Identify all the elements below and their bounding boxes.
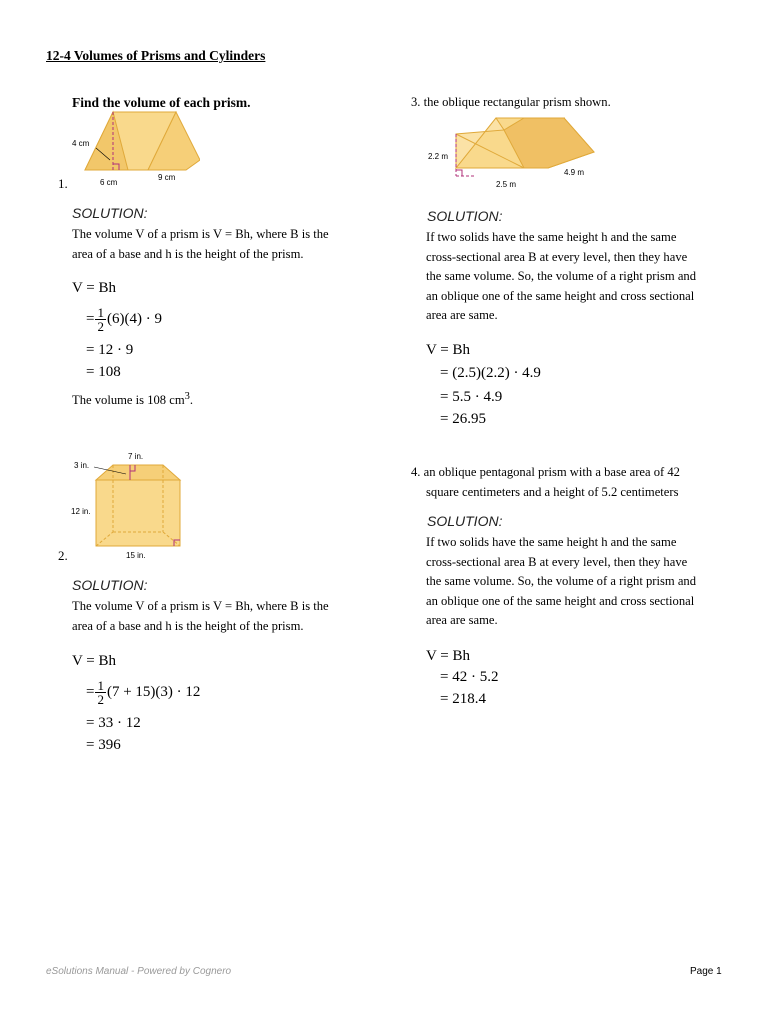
problem-4-prompt-line: square centimeters and a height of 5.2 centimeters bbox=[426, 484, 679, 499]
problem-4-text-line: area are same. bbox=[426, 613, 498, 627]
problem-3-prompt-text: the oblique rectangular prism shown. bbox=[423, 95, 611, 109]
problem-3-math bbox=[426, 342, 666, 432]
problem-2-text-line: The volume V of a prism is V = Bh, where B is the bbox=[72, 599, 329, 613]
math-line bbox=[86, 679, 200, 706]
figure3-width-label: 2.5 m bbox=[496, 180, 517, 189]
math-line: V = Bh bbox=[426, 342, 471, 358]
problem-4-solution-label: SOLUTION: bbox=[427, 513, 503, 529]
problem-1-conclusion bbox=[72, 387, 193, 411]
problem-2-text-line: area of a base and h is the height of the prism. bbox=[72, 618, 304, 633]
page-title: 12-4 Volumes of Prisms and Cylinders bbox=[46, 48, 266, 63]
math-expression: (6)(4) · 9 bbox=[106, 310, 162, 327]
fraction bbox=[95, 306, 106, 333]
problem-3-text-line: an oblique one of the same height and cross sectional bbox=[426, 288, 695, 303]
problem-4-text-line: the same volume. So, the volume of a right prism and bbox=[426, 574, 697, 588]
conclusion-sup: 3 bbox=[184, 391, 190, 402]
problem-2-solution-label: SOLUTION: bbox=[72, 577, 148, 593]
triangular-prism-figure bbox=[70, 108, 200, 188]
problem-2-math bbox=[72, 653, 322, 763]
problem-3-text-line: cross-sectional area B at every level, then they have bbox=[426, 249, 688, 264]
trapezoidal-prism-figure bbox=[68, 450, 188, 565]
figure1-length-label: 9 cm bbox=[158, 173, 176, 182]
math-line: = 26.95 bbox=[440, 411, 486, 427]
problem-4-prompt-text: an oblique pentagonal prism with a base area of 42 bbox=[423, 465, 680, 479]
figure2-length-label: 12 in. bbox=[71, 507, 91, 516]
math-line: V = Bh bbox=[72, 653, 117, 669]
page-number: Page 1 bbox=[690, 966, 722, 977]
math-line: = 218.4 bbox=[440, 691, 486, 707]
figure2-top-label: 7 in. bbox=[128, 452, 144, 461]
problem-2-text bbox=[72, 597, 329, 636]
problem-3-text-line: If two solids have the same height h and the same bbox=[426, 230, 677, 244]
math-line: = 108 bbox=[86, 364, 121, 380]
problem-4-text-line: cross-sectional area B at every level, then they have bbox=[426, 554, 688, 569]
problem-3-text bbox=[426, 228, 696, 326]
fraction-denominator: 2 bbox=[97, 319, 104, 334]
problem-4-prompt-line bbox=[411, 463, 680, 483]
problem-1-text bbox=[72, 225, 329, 264]
problem-1-number: 1. bbox=[58, 176, 68, 191]
oblique-rectangular-prism-figure bbox=[428, 112, 598, 192]
math-line: = 33 · 12 bbox=[86, 715, 141, 731]
problem-1-math bbox=[72, 280, 272, 390]
problem-3-solution-label: SOLUTION: bbox=[427, 208, 503, 224]
figure3-height-label: 2.2 m bbox=[428, 152, 449, 161]
problem-3-text-line: area are same. bbox=[426, 308, 498, 322]
figure2-base-label: 15 in. bbox=[126, 551, 146, 560]
math-line: = 5.5 · 4.9 bbox=[440, 389, 503, 405]
figure3-length-label: 4.9 m bbox=[564, 168, 585, 177]
math-line bbox=[86, 306, 162, 333]
figure2-height-label: 3 in. bbox=[74, 461, 90, 470]
math-expression: (7 + 15)(3) · 12 bbox=[106, 683, 201, 700]
math-line: V = Bh bbox=[426, 648, 471, 664]
conclusion-end: . bbox=[189, 393, 194, 408]
problem-4-math bbox=[426, 648, 666, 718]
fraction bbox=[95, 679, 106, 706]
math-equals: = bbox=[86, 683, 95, 700]
problem-1-text-line: area of a base and h is the height of the prism. bbox=[72, 246, 304, 261]
footer-credit: eSolutions Manual - Powered by Cognero bbox=[46, 966, 232, 977]
instruction: Find the volume of each prism. bbox=[72, 95, 251, 110]
fraction-numerator: 1 bbox=[97, 678, 104, 693]
math-line: = 12 · 9 bbox=[86, 342, 134, 358]
fraction-numerator: 1 bbox=[97, 305, 104, 320]
problem-4-text-line: If two solids have the same height h and the same bbox=[426, 535, 677, 549]
problem-4-text-line: an oblique one of the same height and cross sectional bbox=[426, 593, 695, 608]
problem-4-prompt bbox=[411, 463, 680, 502]
figure1-base-label: 6 cm bbox=[100, 178, 118, 187]
figure1-height-label: 4 cm bbox=[72, 139, 90, 148]
problem-1-text-line: The volume V of a prism is V = Bh, where B is the bbox=[72, 227, 329, 241]
math-equals: = bbox=[86, 310, 95, 327]
problem-3-number: 3. bbox=[411, 95, 421, 109]
math-line: V = Bh bbox=[72, 280, 117, 296]
math-line: = 396 bbox=[86, 737, 121, 753]
problem-1-solution-label: SOLUTION: bbox=[72, 205, 148, 221]
problem-3-prompt bbox=[411, 93, 611, 113]
math-line: = (2.5)(2.2) · 4.9 bbox=[440, 365, 541, 381]
math-line: = 42 · 5.2 bbox=[440, 669, 499, 685]
problem-4-number: 4. bbox=[411, 465, 421, 479]
conclusion-text: The volume is 108 cm bbox=[72, 393, 185, 408]
problem-2-number: 2. bbox=[58, 548, 68, 563]
fraction-denominator: 2 bbox=[97, 692, 104, 707]
problem-4-text bbox=[426, 533, 696, 631]
problem-3-text-line: the same volume. So, the volume of a right prism and bbox=[426, 269, 697, 283]
